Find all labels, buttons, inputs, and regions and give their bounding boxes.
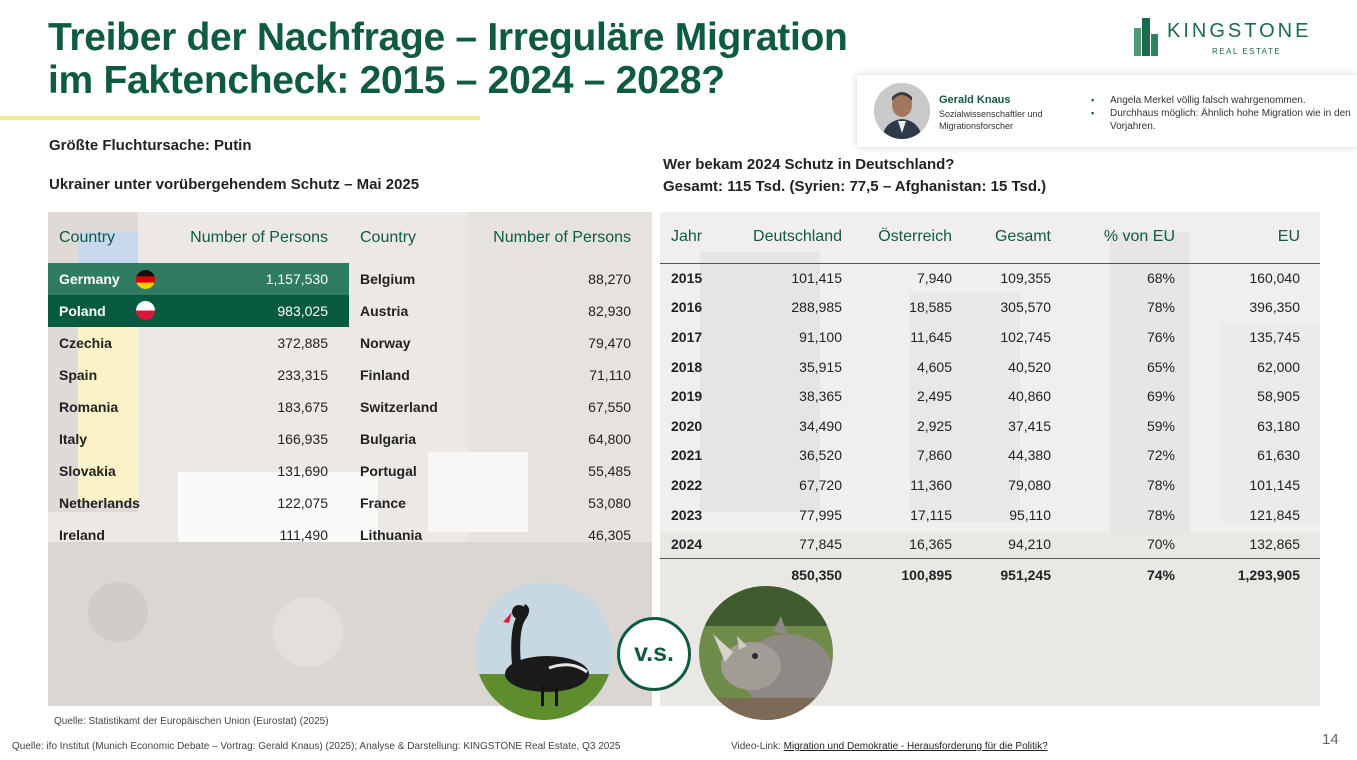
total-year-cell bbox=[660, 559, 720, 591]
percent-eu-cell: 78% bbox=[1146, 506, 1175, 523]
deutschland-cell: 67,720 bbox=[799, 476, 842, 493]
oesterreich-cell: 2,925 bbox=[916, 417, 952, 434]
country-cell: Slovakia bbox=[59, 463, 116, 479]
eu-cell: 121,845 bbox=[1249, 506, 1300, 523]
country-cell: Netherlands bbox=[59, 495, 140, 511]
quote-bullets bbox=[1091, 94, 1351, 133]
column-header-jahr: Jahr bbox=[660, 212, 720, 263]
column-header-percent-eu: % von EU bbox=[1051, 212, 1175, 263]
column-header-deutschland: Deutschland bbox=[720, 212, 842, 263]
table-row bbox=[660, 441, 1320, 471]
logo-subtext: REAL ESTATE bbox=[1212, 47, 1282, 56]
country-cell: Lithuania bbox=[360, 527, 423, 543]
oesterreich-cell: 7,940 bbox=[916, 270, 952, 287]
country-cell: Romania bbox=[59, 399, 119, 415]
table-row bbox=[660, 322, 1320, 352]
country-cell: Germany bbox=[48, 263, 166, 295]
deutschland-cell: 288,985 bbox=[791, 299, 842, 316]
gesamt-cell: 109,355 bbox=[1000, 270, 1051, 287]
title-line-1: Treiber der Nachfrage – Irreguläre Migration bbox=[48, 16, 848, 59]
year-cell: 2021 bbox=[671, 447, 703, 464]
gesamt-cell: 95,110 bbox=[1009, 506, 1051, 523]
table-row bbox=[660, 263, 1320, 293]
footer-source: Quelle: ifo Institut (Munich Economic Debate – Vortrag: Gerald Knaus) (2025); Analyse & Darstellung: KINGSTONE Real Estate, Q3 2025 bbox=[12, 741, 621, 752]
gesamt-cell: 40,520 bbox=[1008, 358, 1051, 375]
percent-eu-cell: 76% bbox=[1146, 328, 1175, 345]
oesterreich-cell: 11,360 bbox=[910, 476, 952, 493]
oesterreich-cell: 17,115 bbox=[910, 506, 952, 523]
oesterreich-cell: 18,585 bbox=[909, 299, 952, 316]
percent-eu-cell: 69% bbox=[1146, 388, 1175, 405]
table-row bbox=[660, 529, 1320, 559]
eu-cell: 396,350 bbox=[1249, 299, 1300, 316]
persons-cell: 55,485 bbox=[588, 463, 631, 479]
country-cell: Poland bbox=[48, 295, 166, 327]
year-cell: 2019 bbox=[671, 388, 703, 405]
rhino-icon bbox=[699, 586, 833, 720]
column-header-persons: Number of Persons bbox=[190, 228, 328, 246]
quote-name: Gerald Knaus bbox=[939, 94, 1011, 106]
table-row bbox=[48, 391, 652, 423]
persons-cell: 183,675 bbox=[277, 399, 328, 415]
column-header-persons-2: Number of Persons bbox=[493, 228, 631, 246]
percent-eu-cell: 70% bbox=[1146, 535, 1175, 552]
persons-cell: 88,270 bbox=[588, 271, 631, 287]
deutschland-cell: 77,995 bbox=[799, 506, 842, 523]
persons-cell: 1,157,530 bbox=[166, 263, 349, 295]
versus-badge: v.s. bbox=[617, 617, 691, 691]
country-cell: Ireland bbox=[59, 527, 105, 543]
persons-cell: 46,305 bbox=[588, 527, 631, 543]
gesamt-cell: 44,380 bbox=[1008, 447, 1051, 464]
black-swan-image bbox=[475, 582, 613, 720]
year-cell: 2017 bbox=[671, 328, 703, 345]
eu-cell: 58,905 bbox=[1257, 388, 1300, 405]
total-percent-eu-cell: 74% bbox=[1051, 559, 1175, 591]
oesterreich-cell: 11,645 bbox=[910, 328, 952, 345]
eu-cell: 61,630 bbox=[1257, 447, 1300, 464]
percent-eu-cell: 59% bbox=[1146, 417, 1175, 434]
title-line-2: im Faktencheck: 2015 – 2024 – 2028? bbox=[48, 59, 725, 102]
video-link-line bbox=[731, 741, 1048, 752]
year-cell: 2022 bbox=[671, 476, 703, 493]
avatar bbox=[874, 83, 930, 139]
person-portrait-icon bbox=[874, 83, 930, 139]
percent-eu-cell: 78% bbox=[1146, 299, 1175, 316]
gesamt-cell: 305,570 bbox=[1000, 299, 1051, 316]
table-row bbox=[660, 470, 1320, 500]
country-cell: Austria bbox=[360, 303, 409, 319]
country-cell: Italy bbox=[59, 431, 88, 447]
eu-cell: 63,180 bbox=[1257, 417, 1300, 434]
table-row bbox=[660, 381, 1320, 411]
logo-text: KINGSTONE bbox=[1167, 20, 1312, 42]
persons-cell: 71,110 bbox=[589, 367, 631, 383]
gesamt-cell: 40,860 bbox=[1008, 388, 1051, 405]
country-cell: Portugal bbox=[360, 463, 417, 479]
eu-cell: 135,745 bbox=[1249, 328, 1300, 345]
page-title bbox=[48, 16, 928, 102]
persons-cell: 122,075 bbox=[277, 495, 328, 511]
country-cell: France bbox=[360, 495, 406, 511]
country-cell: Spain bbox=[59, 367, 98, 383]
deutschland-cell: 36,520 bbox=[799, 447, 842, 464]
persons-cell: 131,690 bbox=[277, 463, 328, 479]
column-header-eu: EU bbox=[1175, 212, 1320, 263]
oesterreich-cell: 16,365 bbox=[909, 535, 952, 552]
year-cell: 2018 bbox=[671, 358, 703, 375]
year-cell: 2023 bbox=[671, 506, 703, 523]
table-row bbox=[48, 455, 652, 487]
logo-mark-icon bbox=[1134, 18, 1158, 58]
table-row bbox=[48, 519, 652, 551]
column-header-oesterreich: Österreich bbox=[842, 212, 952, 263]
column-header-country: Country bbox=[59, 228, 116, 246]
kingstone-logo bbox=[1134, 16, 1334, 60]
eu-cell: 160,040 bbox=[1249, 270, 1300, 287]
percent-eu-cell: 78% bbox=[1146, 476, 1175, 493]
oesterreich-cell: 7,860 bbox=[916, 447, 952, 464]
year-cell: 2024 bbox=[671, 535, 703, 552]
table-header-row bbox=[660, 212, 1320, 263]
table-row bbox=[660, 500, 1320, 530]
year-cell: 2020 bbox=[671, 417, 703, 434]
video-link[interactable]: Migration und Demokratie - Herausforderung für die Politik? bbox=[783, 741, 1048, 752]
persons-cell: 372,885 bbox=[277, 335, 328, 351]
gesamt-cell: 37,415 bbox=[1008, 417, 1051, 434]
total-eu-cell: 1,293,905 bbox=[1175, 559, 1320, 591]
rhino-image bbox=[699, 586, 833, 720]
protection-table bbox=[660, 212, 1320, 591]
deutschland-cell: 35,915 bbox=[799, 358, 842, 375]
left-heading-1: Größte Fluchtursache: Putin bbox=[49, 137, 252, 154]
column-header-country-2: Country bbox=[360, 228, 417, 246]
persons-cell: 82,930 bbox=[588, 303, 631, 319]
table-row bbox=[48, 359, 652, 391]
eu-cell: 101,145 bbox=[1249, 476, 1300, 493]
video-link-prefix: Video-Link: bbox=[731, 741, 781, 752]
persons-cell: 111,490 bbox=[279, 527, 328, 543]
page-number: 14 bbox=[1322, 731, 1339, 748]
deutschland-cell: 38,365 bbox=[799, 388, 842, 405]
right-heading-2: Gesamt: 115 Tsd. (Syrien: 77,5 – Afghanistan: 15 Tsd.) bbox=[663, 178, 1047, 195]
table-row bbox=[48, 487, 652, 519]
quote-box bbox=[857, 75, 1357, 147]
percent-eu-cell: 68% bbox=[1146, 270, 1175, 287]
persons-cell: 64,800 bbox=[588, 431, 631, 447]
country-cell: Switzerland bbox=[360, 399, 438, 415]
year-cell: 2016 bbox=[671, 299, 703, 316]
table-header-row bbox=[48, 212, 652, 263]
table-source-note: Quelle: Statistikamt der Europäischen Union (Eurostat) (2025) bbox=[54, 716, 329, 727]
country-cell: Belgium bbox=[360, 271, 416, 287]
quote-bullet: ▪ Angela Merkel völlig falsch wahrgenommen. bbox=[1091, 94, 1351, 107]
country-cell: Bulgaria bbox=[360, 431, 417, 447]
eu-cell: 132,865 bbox=[1249, 535, 1300, 552]
deutschland-cell: 91,100 bbox=[799, 328, 842, 345]
oesterreich-cell: 2,495 bbox=[916, 388, 952, 405]
deutschland-cell: 34,490 bbox=[799, 417, 842, 434]
country-table bbox=[48, 212, 652, 551]
country-cell: Czechia bbox=[59, 335, 112, 351]
country-cell: Norway bbox=[360, 335, 411, 351]
year-cell: 2015 bbox=[671, 270, 703, 287]
deutschland-cell: 77,845 bbox=[799, 535, 842, 552]
total-oesterreich-cell: 100,895 bbox=[842, 559, 952, 591]
persons-cell: 983,025 bbox=[166, 295, 349, 327]
persons-cell: 233,315 bbox=[277, 367, 328, 383]
title-underline bbox=[0, 116, 480, 120]
table-row bbox=[660, 352, 1320, 382]
gesamt-cell: 79,080 bbox=[1008, 476, 1051, 493]
percent-eu-cell: 65% bbox=[1146, 358, 1175, 375]
eu-cell: 62,000 bbox=[1257, 358, 1300, 375]
quote-role: Sozialwissenschaftler und Migrationsforscher bbox=[939, 109, 1043, 131]
persons-cell: 166,935 bbox=[277, 431, 328, 447]
right-heading-1: Wer bekam 2024 Schutz in Deutschland? bbox=[663, 156, 955, 173]
country-cell: Finland bbox=[360, 367, 410, 383]
total-deutschland-cell: 850,350 bbox=[720, 559, 842, 591]
oesterreich-cell: 4,605 bbox=[916, 358, 952, 375]
black-swan-icon bbox=[475, 582, 613, 720]
table-row bbox=[660, 293, 1320, 323]
quote-bullet: ▪ Durchhaus möglich: Ähnlich hohe Migration wie in den Vorjahren. bbox=[1091, 107, 1351, 133]
table-row bbox=[48, 423, 652, 455]
poland-flag-icon bbox=[136, 301, 155, 320]
column-header-gesamt: Gesamt bbox=[952, 212, 1051, 263]
total-gesamt-cell: 951,245 bbox=[952, 559, 1051, 591]
germany-flag-icon bbox=[136, 270, 155, 289]
deutschland-cell: 101,415 bbox=[791, 270, 842, 287]
persons-cell: 79,470 bbox=[588, 335, 631, 351]
persons-cell: 67,550 bbox=[588, 399, 631, 415]
gesamt-cell: 94,210 bbox=[1008, 535, 1051, 552]
gesamt-cell: 102,745 bbox=[1000, 328, 1051, 345]
table-row bbox=[660, 411, 1320, 441]
table-row bbox=[48, 327, 652, 359]
left-heading-2: Ukrainer unter vorübergehendem Schutz – Mai 2025 bbox=[49, 176, 420, 193]
persons-cell: 53,080 bbox=[588, 495, 631, 511]
percent-eu-cell: 72% bbox=[1146, 447, 1175, 464]
